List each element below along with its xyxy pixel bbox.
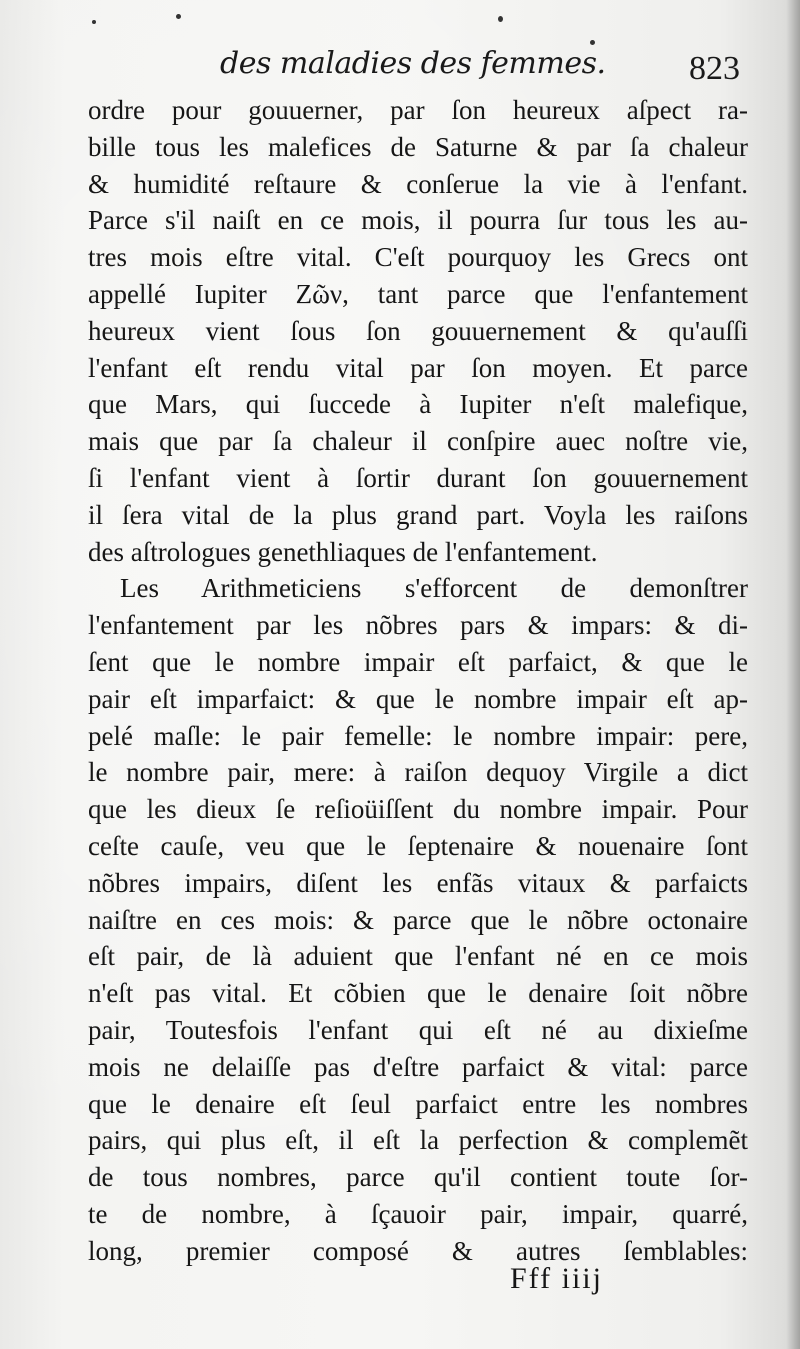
text-line: naiſtre en ces mois: & parce que le nõbre octonaire — [88, 904, 748, 935]
body-text — [88, 92, 748, 1270]
text-line: appellé Iupiter Ζῶν, tant parce que l'enfantement — [88, 278, 748, 309]
text-line: ceſte cauſe, veu que le ſeptenaire & nouenaire ſont — [88, 830, 748, 861]
text-line: nõbres impairs, diſent les enfãs vitaux & parfaicts — [88, 867, 748, 898]
text-line: pelé maſle: le pair femelle: le nombre impair: pere, — [88, 720, 748, 751]
ink-speck — [176, 14, 181, 19]
text-line: n'eſt pas vital. Et cõbien que le denaire ſoit nõbre — [88, 978, 748, 1009]
text-line: pair eſt imparfaict: & que le nombre impair eſt ap- — [88, 683, 748, 714]
text-line: mois ne delaiſſe pas d'eſtre parfaict & vital: parce — [88, 1051, 748, 1082]
text-line: que le denaire eſt ſeul parfaict entre les nombres — [88, 1088, 748, 1119]
text-line: Parce s'il naiſt en ce mois, il pourra ſur tous les au- — [88, 205, 748, 236]
text-line: ſi l'enfant vient à ſortir durant ſon gouuernement — [88, 462, 748, 493]
text-line: heureux vient ſous ſon gouuernement & qu'auſſi — [88, 315, 748, 346]
text-line: long, premier composé & autres ſemblables: — [88, 1235, 748, 1266]
page-header — [220, 46, 740, 96]
page-gutter-shadow — [786, 0, 800, 1349]
paragraph-start-line: Les Arithmeticiens s'efforcent de demonſtrer — [120, 573, 748, 604]
text-line: le nombre pair, mere: à raiſon dequoy Virgile a dict — [88, 757, 748, 788]
text-line: il ſera vital de la plus grand part. Voyla les raiſons — [88, 499, 748, 530]
text-line: ſent que le nombre impair eſt parfaict, & que le — [88, 646, 748, 677]
text-line: que les dieux ſe reſioüiſſent du nombre impair. Pour — [88, 794, 748, 825]
text-line: l'enfantement par les nõbres pars & impars: & di- — [88, 610, 748, 641]
text-line: tres mois eſtre vital. C'eſt pourquoy les Grecs ont — [88, 242, 748, 273]
page-number: 823 — [689, 50, 740, 87]
ink-speck — [498, 16, 503, 22]
ink-speck — [590, 40, 595, 45]
text-line: mais que par ſa chaleur il conſpire auec noſtre vie, — [88, 426, 748, 457]
text-line: eſt pair, de là aduient que l'enfant né en ce mois — [88, 941, 748, 972]
signature-mark: Fff iiij — [510, 1262, 603, 1295]
text-line: de tous nombres, parce qu'il contient toute ſor- — [88, 1162, 748, 1193]
text-line: pairs, qui plus eſt, il eſt la perfection & complemẽt — [88, 1125, 748, 1156]
text-line: pair, Toutesfois l'enfant qui eſt né au dixieſme — [88, 1014, 748, 1045]
ink-speck — [92, 20, 96, 24]
text-line: que Mars, qui ſuccede à Iupiter n'eſt malefique, — [88, 389, 748, 420]
text-line: bille tous les malefices de Saturne & par ſa chaleur — [88, 131, 748, 162]
text-line: ordre pour gouuerner, par ſon heureux aſpect ra- — [88, 95, 748, 125]
text-line: te de nombre, à ſçauoir pair, impair, quarré, — [88, 1198, 748, 1229]
running-head: des maladies des femmes. — [220, 46, 606, 81]
paragraph-end-line: des aſtrologues genethliaques de l'enfantement. — [88, 536, 598, 567]
text-line: & humidité reſtaure & conſerue la vie à l'enfant. — [88, 168, 748, 199]
text-line: l'enfant eſt rendu vital par ſon moyen. Et parce — [88, 352, 748, 383]
